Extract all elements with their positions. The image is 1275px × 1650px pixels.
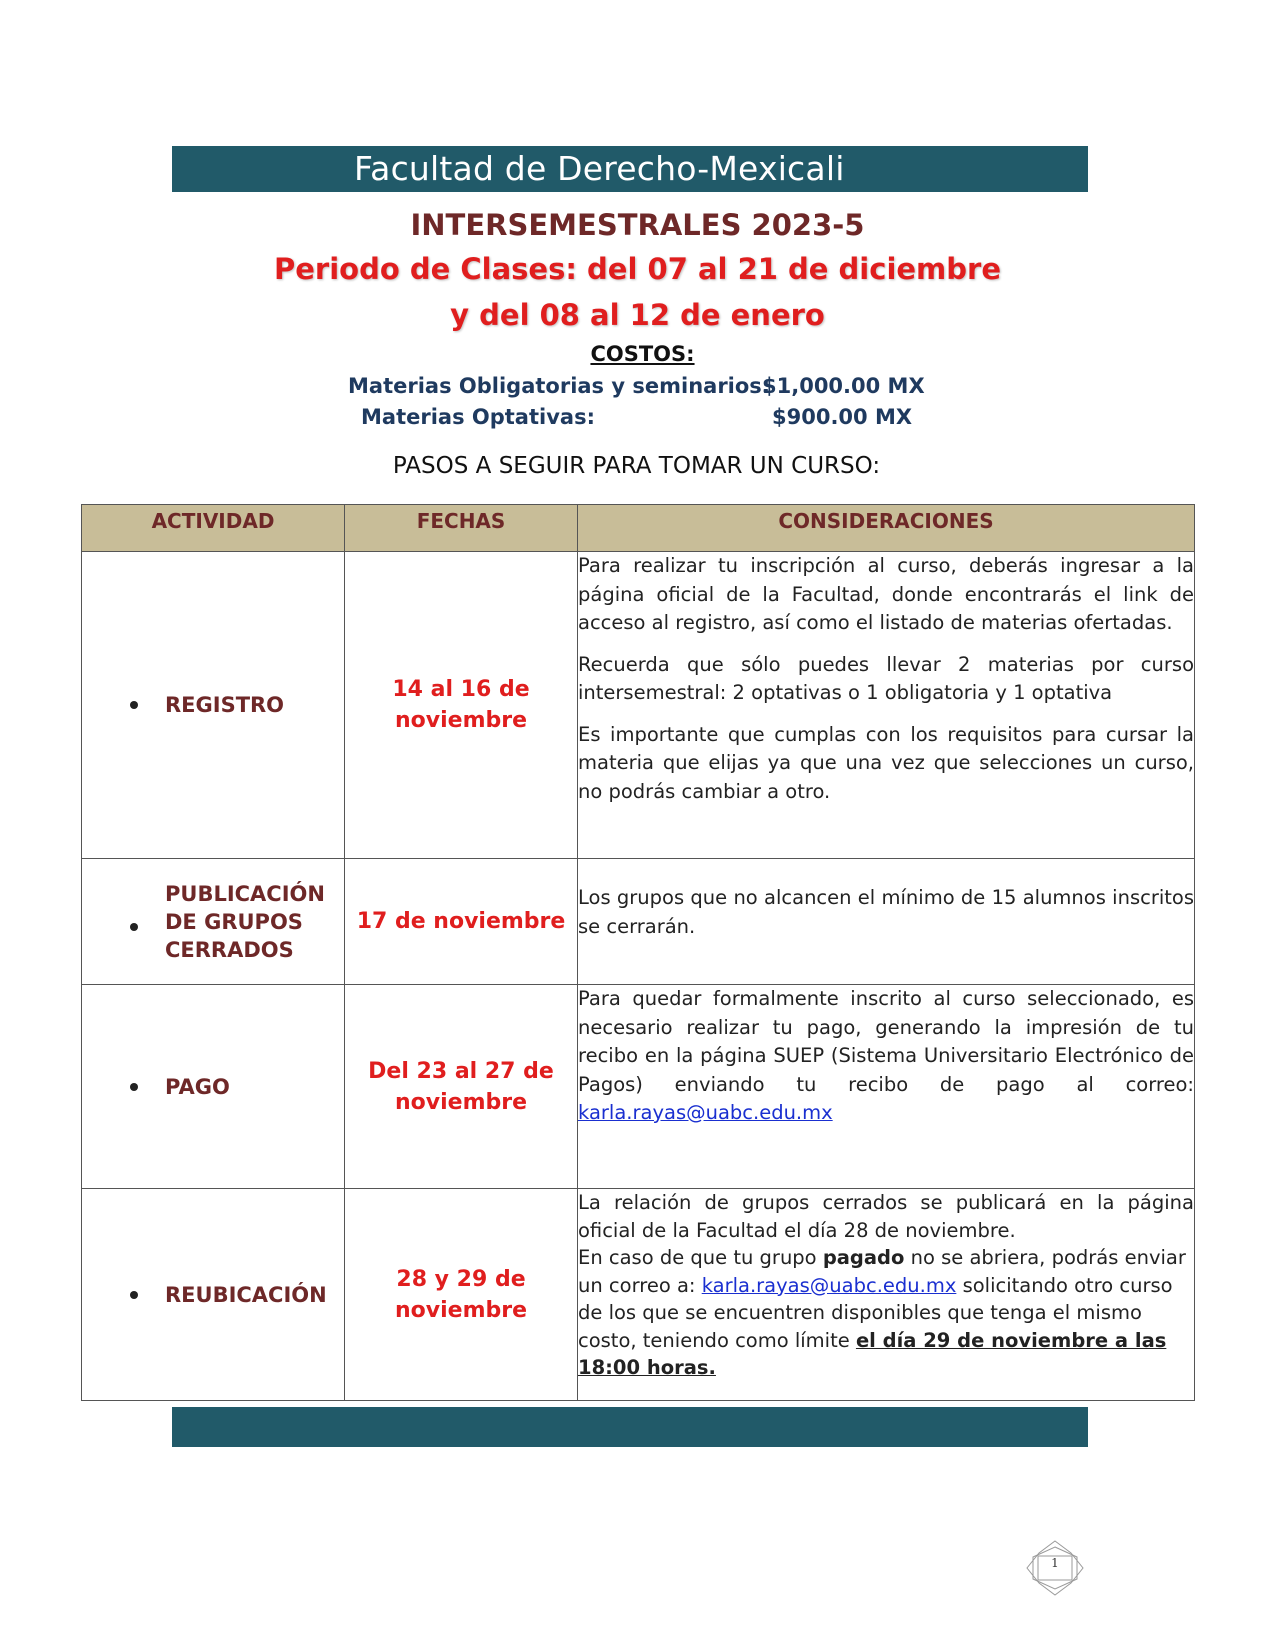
email-link[interactable]: karla.rayas@uabc.edu.mx <box>578 1101 833 1124</box>
deadline-text: el día 29 de noviembre a las 18:00 horas. <box>578 1328 1167 1379</box>
bullet-icon <box>130 1291 138 1299</box>
table-row <box>82 985 1195 1189</box>
bullet-icon <box>130 701 138 709</box>
document-title: INTERSEMESTRALES 2023-5 <box>410 208 865 242</box>
class-period-line2: y del 08 al 12 de enero <box>450 298 825 332</box>
table-row <box>82 552 1195 859</box>
table-row <box>82 859 1195 985</box>
activity-reubicacion: REUBICACIÓN <box>82 1281 344 1309</box>
page-number-badge <box>1025 1539 1085 1597</box>
bullet-icon <box>130 923 138 931</box>
cost-label-optativas: Materias Optativas: <box>361 405 595 429</box>
bullet-icon <box>130 1083 138 1091</box>
date-registro: 14 al 16 de noviembre <box>345 552 578 859</box>
activity-pago: PAGO <box>82 1073 344 1101</box>
email-link[interactable]: karla.rayas@uabc.edu.mx <box>701 1273 957 1297</box>
page-number: 1 <box>1051 1556 1059 1570</box>
header-fechas: FECHAS <box>345 505 578 552</box>
activity-publicacion: PUBLICACIÓN DE GRUPOS CERRADOS <box>82 880 344 964</box>
date-reubicacion: 28 y 29 de noviembre <box>345 1189 578 1401</box>
footer-banner <box>172 1407 1088 1447</box>
cost-price-optativas: $900.00 MX <box>772 405 913 429</box>
faculty-name: Facultad de Derecho-Mexicali <box>354 149 845 188</box>
date-pago: Del 23 al 27 de noviembre <box>345 985 578 1189</box>
table-header-row <box>82 505 1195 552</box>
steps-heading: PASOS A SEGUIR PARA TOMAR UN CURSO: <box>392 453 881 479</box>
activity-registro: REGISTRO <box>82 691 344 719</box>
cost-price-obligatorias: $1,000.00 MX <box>762 374 925 398</box>
class-period-line1: Periodo de Clases: del 07 al 21 de diciembre <box>273 252 1001 286</box>
faculty-banner <box>172 146 1088 192</box>
date-publicacion: 17 de noviembre <box>345 859 578 985</box>
costs-heading: COSTOS: <box>590 342 695 366</box>
considerations-pago: Para quedar formalmente inscrito al curso seleccionado, es necesario realizar tu pago, generando la impresión de tu recibo en la página SUEP (Sistema Universitario Electrónico de Pagos) enviando tu recibo de pago al correo: karla.rayas@uabc.edu.mx <box>578 985 1195 1189</box>
considerations-publicacion: Los grupos que no alcancen el mínimo de 15 alumnos inscritos se cerrarán. <box>578 859 1195 985</box>
header-actividad: ACTIVIDAD <box>82 505 345 552</box>
header-consideraciones: CONSIDERACIONES <box>578 505 1195 552</box>
steps-table <box>81 504 1195 1401</box>
table-row <box>82 1189 1195 1401</box>
considerations-registro: Para realizar tu inscripción al curso, deberás ingresar a la página oficial de la Facultad, donde encontrarás el link de acceso al registro, así como el listado de materias ofertadas. Recuerda que sólo puedes llevar 2 materias por curso intersemestral: 2 optativas o 1 obligatoria y 1 optativa Es importante que cumplas con los requisitos para cursar la materia que elijas ya que una vez que selecciones un curso, no podrás cambiar a otro. <box>578 552 1195 859</box>
cost-label-obligatorias: Materias Obligatorias y seminarios: <box>348 374 771 398</box>
considerations-reubicacion: La relación de grupos cerrados se publicará en la página oficial de la Facultad el día 28 de noviembre. En caso de que tu grupo pagado no se abriera, podrás enviar un correo a: karla.rayas@uabc.edu.mx solicitando otro curso de los que se encuentren disponibles que tenga el mismo costo, teniendo como límite el día 29 de noviembre a las 18:00 horas. <box>578 1189 1195 1401</box>
